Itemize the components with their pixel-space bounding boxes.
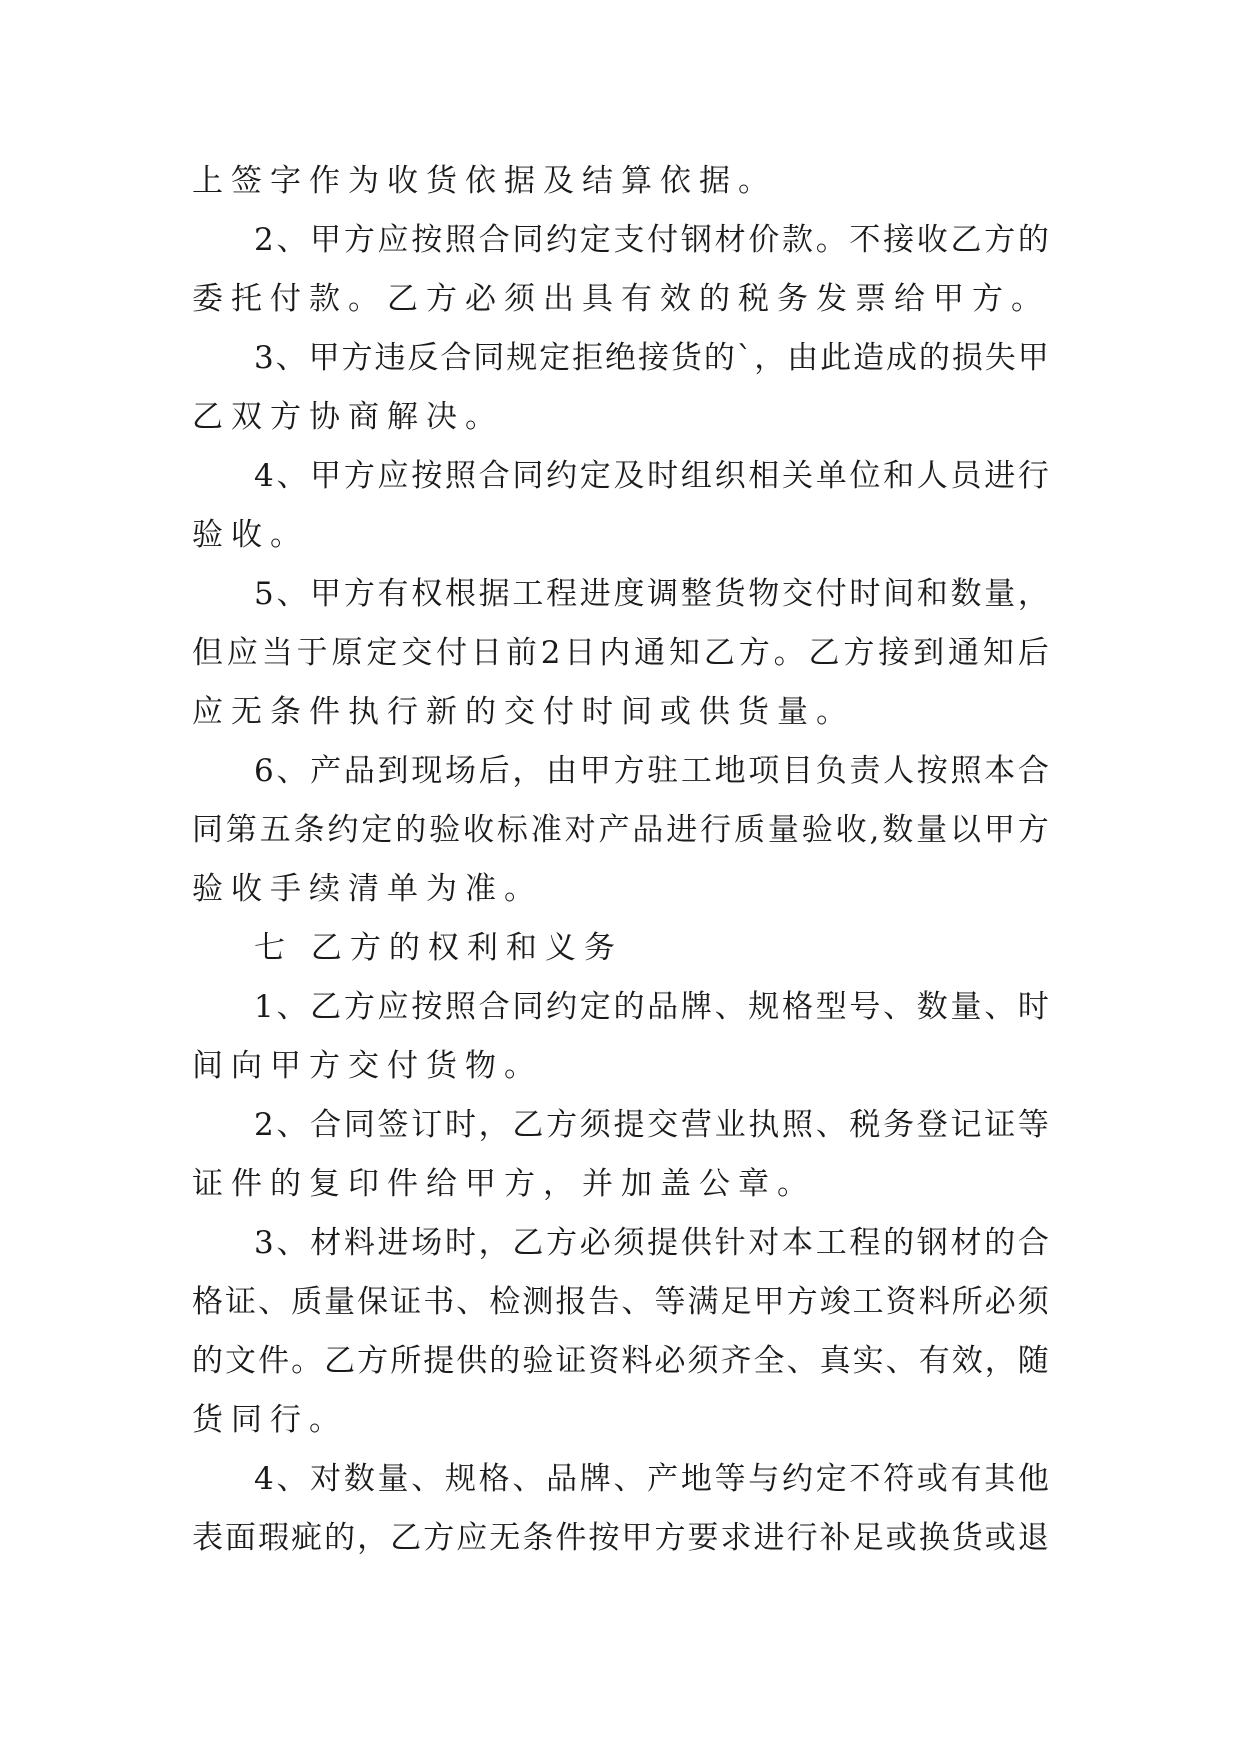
text-line: 同 第 五 条 约 定 的 验 收 标 准 对 产 品 进 行 质 量 验 收 , 数 量 以 甲 方 <box>192 812 1049 848</box>
text-line: 但 应 当 于 原 定 交 付 日 前 2 日 内 通 知 乙 方 。 乙 方 接 到 通 知 后 <box>192 635 1049 671</box>
text-line: 间向甲方交付货物。 <box>192 1048 543 1084</box>
text-line: 1 、 乙 方 应 按 照 合 同 约 定 的 品 牌 、 规 格 型 号 、 数 量 、 时 <box>254 989 1049 1025</box>
text-line: 乙双方协商解决。 <box>192 399 504 435</box>
document-page <box>192 152 1049 1568</box>
text-line: 6 、 产 品 到 现 场 后 ， 由 甲 方 驻 工 地 项 目 负 责 人 按 照 本 合 <box>254 753 1049 789</box>
text-line: 3 、 甲 方 违 反 合 同 规 定 拒 绝 接 货 的 ` ， 由 此 造 成 的 损 失 甲 <box>254 340 1049 376</box>
text-line: 3 、 材 料 进 场 时 ， 乙 方 必 须 提 供 针 对 本 工 程 的 钢 材 的 合 <box>254 1225 1049 1261</box>
text-line: 验收。 <box>192 517 309 553</box>
text-line: 表 面 瑕 疵 的 ， 乙 方 应 无 条 件 按 甲 方 要 求 进 行 补 足 或 换 货 或 退 <box>192 1520 1049 1556</box>
text-line: 5 、 甲 方 有 权 根 据 工 程 进 度 调 整 货 物 交 付 时 间 和 数 量 ， <box>254 576 1049 612</box>
text-line: 的 文 件 。 乙 方 所 提 供 的 验 证 资 料 必 须 齐 全 、 真 实 、 有 效 ， 随 <box>192 1343 1049 1379</box>
text-line: 验收手续清单为准。 <box>192 871 543 907</box>
text-line: 格 证 、 质 量 保 证 书 、 检 测 报 告 、 等 满 足 甲 方 竣 工 资 料 所 必 须 <box>192 1284 1049 1320</box>
text-line: 应无条件执行新的交付时间或供货量。 <box>192 694 855 730</box>
text-line: 上签字作为收货依据及结算依据。 <box>192 163 777 199</box>
text-line: 4 、 甲 方 应 按 照 合 同 约 定 及 时 组 织 相 关 单 位 和 人 员 进 行 <box>254 458 1049 494</box>
text-line: 七 乙方的权利和义务 <box>254 930 623 966</box>
text-line: 委托付款。乙方必须出具有效的税务发票给甲方。 <box>192 281 1050 317</box>
text-line: 2 、 合 同 签 订 时 ， 乙 方 须 提 交 营 业 执 照 、 税 务 登 记 证 等 <box>254 1107 1049 1143</box>
text-line: 证件的复印件给甲方，并加盖公章。 <box>192 1166 816 1202</box>
text-line: 2 、 甲 方 应 按 照 合 同 约 定 支 付 钢 材 价 款 。 不 接 收 乙 方 的 <box>254 222 1049 258</box>
text-line: 货同行。 <box>192 1402 348 1438</box>
text-line: 4 、 对 数 量 、 规 格 、 品 牌 、 产 地 等 与 约 定 不 符 或 有 其 他 <box>254 1461 1049 1497</box>
